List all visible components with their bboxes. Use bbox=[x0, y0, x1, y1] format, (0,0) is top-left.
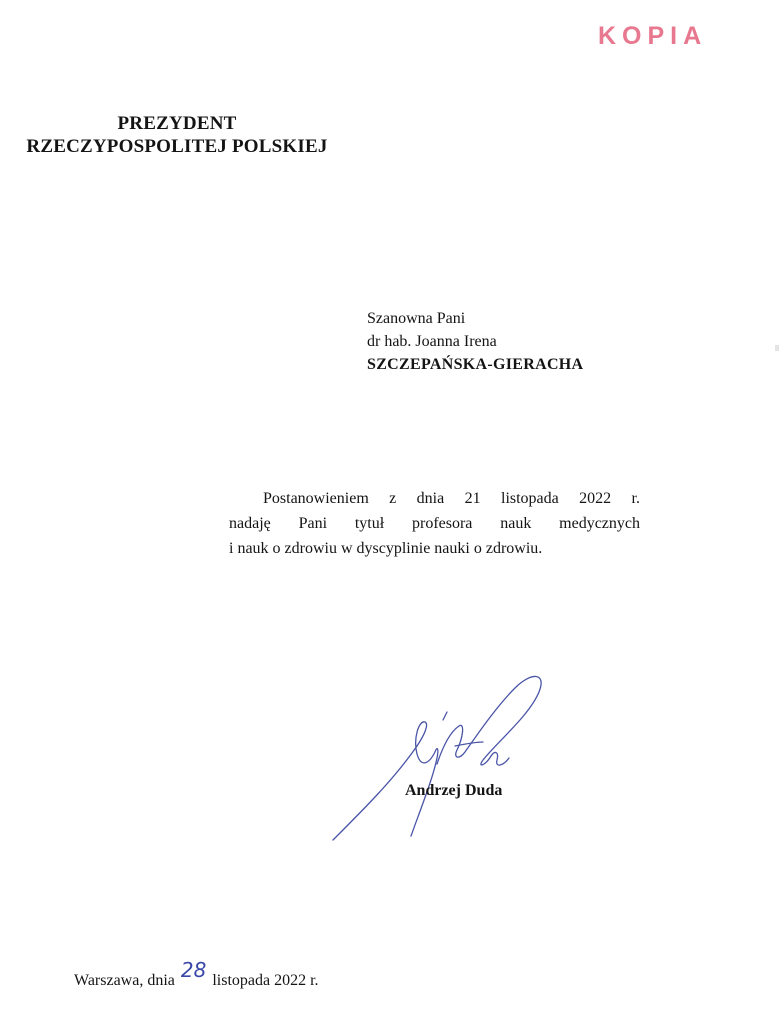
body-line: nadaję Pani tytuł profesora nauk medycznych bbox=[229, 515, 640, 532]
handwritten-day: 28 bbox=[180, 958, 207, 982]
issuer-header bbox=[18, 112, 336, 158]
place-prefix: Warszawa, dnia bbox=[74, 972, 175, 989]
header-line-republic: RZECZYPOSPOLITEJ POLSKIEJ bbox=[26, 136, 328, 157]
margin-mark bbox=[775, 345, 779, 351]
body-line: i nauk o zdrowiu w dyscyplinie nauki o zdrowiu. bbox=[229, 540, 543, 557]
addressee-surname: SZCZEPAŃSKA-GIERACHA bbox=[367, 356, 584, 373]
header-line-president: PREZYDENT bbox=[117, 113, 237, 134]
addressee-salutation: Szanowna Pani bbox=[367, 310, 466, 327]
place-date-line bbox=[74, 958, 319, 990]
addressee-block bbox=[367, 307, 583, 376]
body-paragraph bbox=[229, 486, 640, 561]
handwritten-signature bbox=[325, 668, 555, 848]
signer-name: Andrzej Duda bbox=[405, 782, 503, 799]
addressee-title-name: dr hab. Joanna Irena bbox=[367, 333, 497, 350]
body-line: Postanowieniem z dnia 21 listopada 2022 r. bbox=[263, 490, 640, 507]
copy-stamp: KOPIA bbox=[598, 22, 708, 50]
date-suffix: listopada 2022 r. bbox=[212, 972, 319, 989]
